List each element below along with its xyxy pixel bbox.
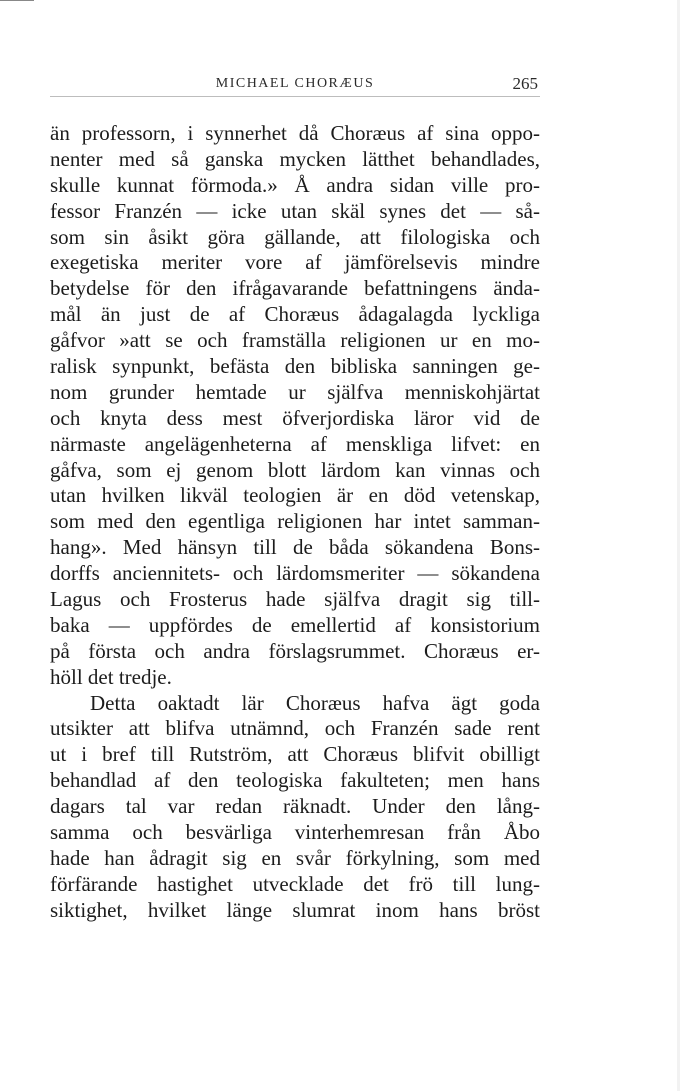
text-line: mål än just de af Choræus ådagalagda lyckliga	[50, 302, 540, 327]
text-line: ralisk synpunkt, befästa den bibliska sanningen ge-	[50, 354, 540, 379]
text-line: hang». Med hänsyn till de båda sökandena Bons-	[50, 535, 540, 560]
text-line: och knyta dess mest öfverjordiska läror vid de	[50, 405, 540, 430]
scan-edge-mark	[0, 0, 34, 1]
text-line: ut i bref till Rutström, att Choræus blifvit obilligt	[50, 742, 540, 767]
text-line: behandlad af den teologiska fakulteten; men hans	[50, 768, 540, 793]
text-line: dorffs anciennitets- och lärdomsmeriter — sökandena	[50, 561, 540, 586]
text-line: gåfvor »att se och framställa religionen ur en mo-	[50, 328, 540, 353]
text-line: som med den egentliga religionen har intet samman-	[50, 509, 540, 534]
running-head	[50, 72, 540, 97]
page-number: 265	[512, 74, 538, 93]
body-text	[50, 121, 540, 924]
text-line: exegetiska meriter vore af jämförelsevis mindre	[50, 250, 540, 275]
text-line: som sin åsikt göra gällande, att filologiska och	[50, 224, 540, 249]
text-line: än professorn, i synnerhet då Choræus af sina oppo-	[50, 121, 540, 145]
text-line: utan hvilken likväl teologien är en död vetenskap,	[50, 483, 540, 508]
text-line: siktighet, hvilket länge slumrat inom hans bröst	[50, 897, 540, 922]
text-line: betydelse för den ifrågavarande befattningens ända-	[50, 276, 540, 301]
text-line: fessor Franzén — icke utan skäl synes det — så-	[50, 198, 540, 223]
text-line: gåfva, som ej genom blott lärdom kan vinnas och	[50, 457, 540, 482]
text-line: närmaste angelägenheterna af menskliga lifvet: en	[50, 431, 540, 456]
text-line: skulle kunnat förmoda.» Å andra sidan ville pro-	[50, 172, 540, 197]
text-line: dagars tal var redan räknadt. Under den lång-	[50, 794, 540, 819]
text-line: Lagus och Frosterus hade själfva dragit sig till-	[50, 587, 540, 612]
text-line: samma och besvärliga vinterhemresan från Åbo	[50, 820, 540, 845]
text-line: utsikter att blifva utnämnd, och Franzén sade rent	[50, 716, 540, 741]
book-page	[50, 72, 540, 924]
paragraph-start-line: Detta oaktadt lär Choræus hafva ägt goda	[90, 690, 540, 715]
text-line: hade han ådragit sig en svår förkylning, som med	[50, 845, 540, 870]
text-line: förfärande hastighet utvecklade det frö till lung-	[50, 871, 540, 896]
text-line: nom grunder hemtade ur själfva menniskohjärtat	[50, 379, 540, 404]
text-line: nenter med så ganska mycken lätthet behandlades,	[50, 146, 540, 171]
text-line: på första och andra förslagsrummet. Choræus er-	[50, 638, 540, 663]
running-title: MICHAEL CHORÆUS	[215, 76, 375, 91]
paragraph-end-line: höll det tredje.	[50, 664, 172, 689]
text-line: baka — uppfördes de emellertid af konsistorium	[50, 612, 540, 637]
